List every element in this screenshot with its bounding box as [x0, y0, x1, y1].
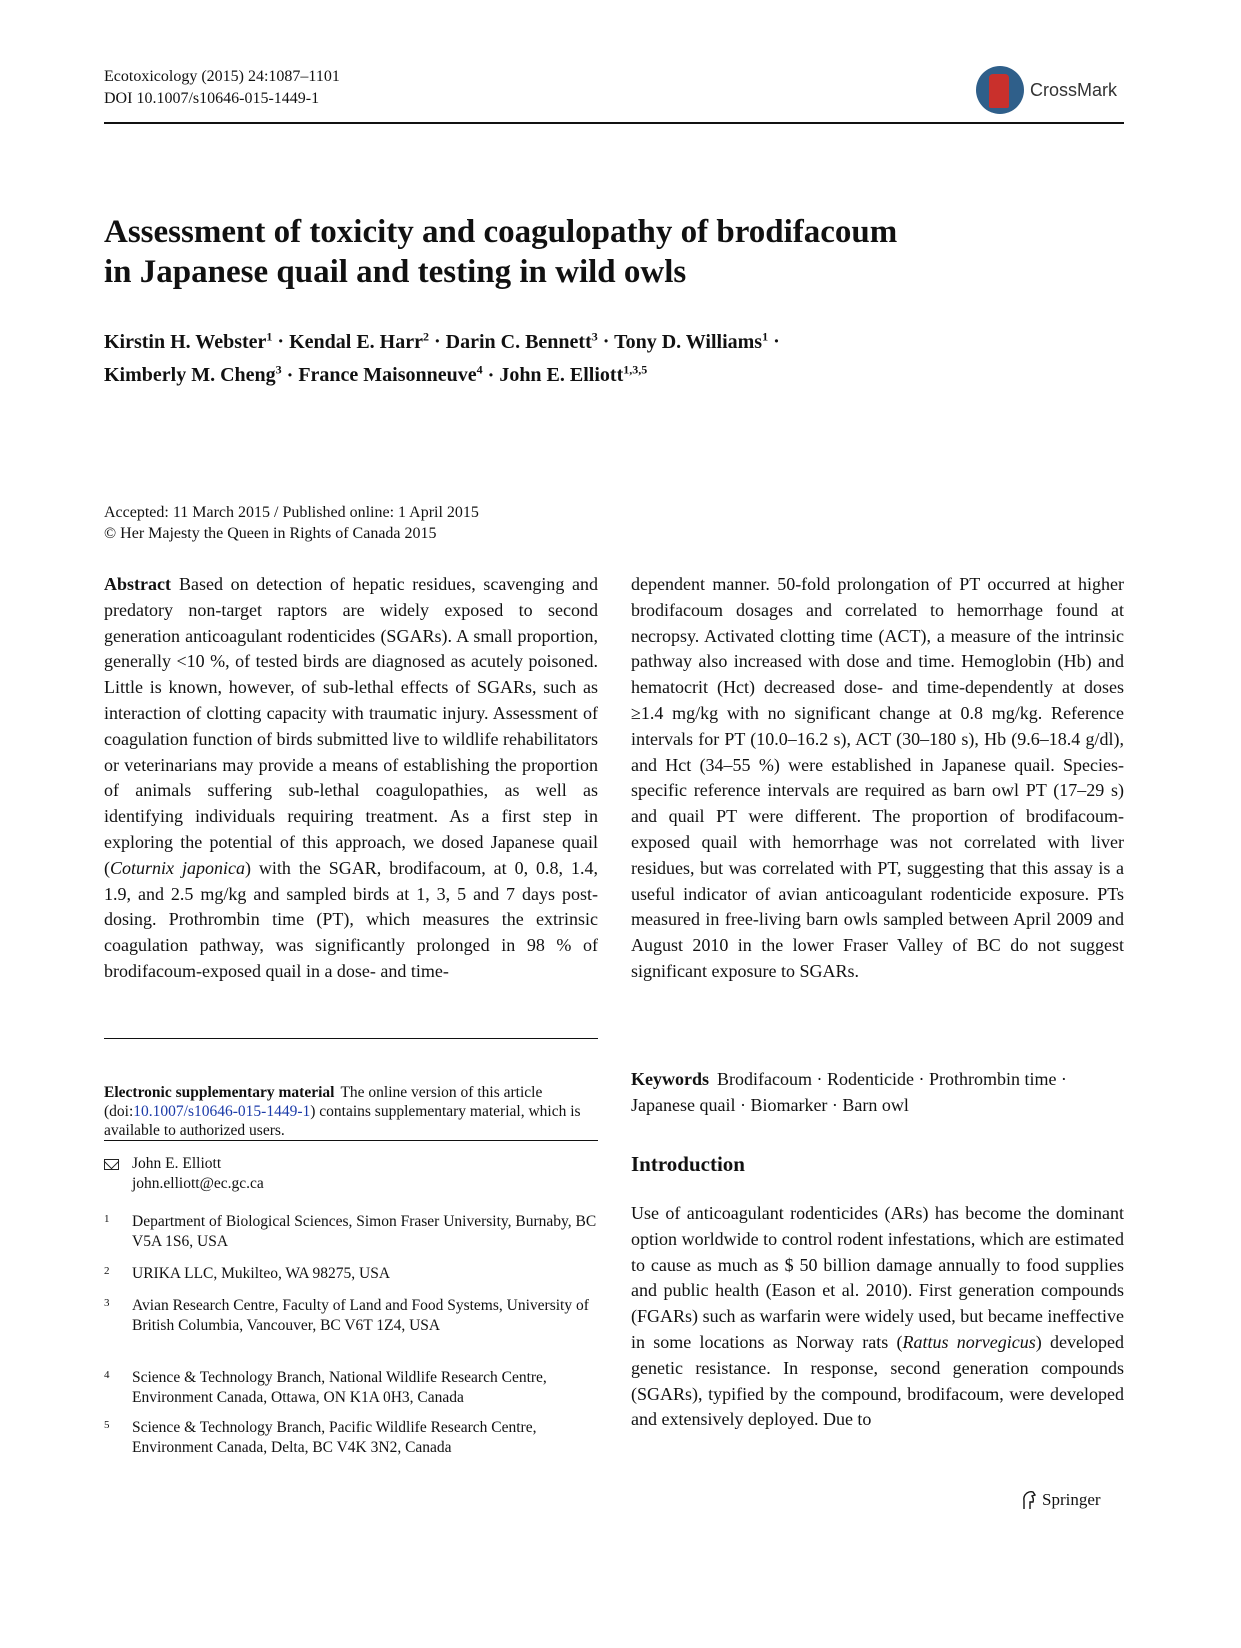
species-name: Coturnix japonica	[110, 857, 245, 878]
affiliation-text: Avian Research Centre, Faculty of Land and Food Systems, University of British Columbia, Vancouver, BC V6T 1Z4, USA	[132, 1297, 589, 1334]
author[interactable]: Tony D. Williams$^1$	[614, 329, 769, 353]
affiliation-text: Science & Technology Branch, National Wildlife Research Centre, Environment Canada, Ottawa, ON K1A 0H3, Canada	[132, 1369, 547, 1406]
header-divider	[104, 122, 1124, 124]
author[interactable]: Darin C. Bennett$^3$	[445, 329, 598, 353]
footnote-divider	[104, 1140, 598, 1141]
copyright-line: © Her Majesty the Queen in Rights of Canada 2015	[104, 525, 437, 542]
keywords-label: Keywords	[631, 1069, 709, 1089]
esm-text: ) contains supplementary material, which is available to authorized users.	[104, 1103, 581, 1139]
affiliation	[104, 1296, 598, 1336]
keywords-text: Brodifacoum · Rodenticide · Prothrombin time · Japanese quail · Biomarker · Barn owl	[631, 1069, 1067, 1115]
crossmark-icon	[976, 66, 1024, 114]
abstract-text: Based on detection of hepatic residues, scavenging and predatory non-target raptors are widely exposed to second generation anticoagulant rodenticides (SGARs). A small proportion, generally <10 %, of tested birds are diagnosed as acutely poisoned. Little is known, however, of sub-lethal effects of SGARs, such as interaction of clotting capacity with traumatic injury. Assessment of coagulation function of birds submitted live to wildlife rehabilitators or veterinarians may provide a means of establishing the proportion of animals suffering sub-lethal coagulopathies, as well as identifying individuals requiring treatment. As a first step in exploring the potential of this approach, we dosed Japanese quail (	[104, 574, 598, 878]
paper-title	[104, 212, 1004, 292]
envelope-icon	[104, 1159, 119, 1170]
doi-link[interactable]: 10.1007/s10646-015-1449-1	[133, 1103, 311, 1120]
abstract-left-column	[104, 572, 598, 985]
affiliation-text: URIKA LLC, Mukilteo, WA 98275, USA	[132, 1265, 391, 1282]
species-name: Rattus norvegicus	[902, 1331, 1036, 1352]
publisher-logo	[1020, 1490, 1101, 1510]
publisher-name: Springer	[1042, 1490, 1101, 1509]
esm-text: The online version of this article (doi:	[104, 1084, 543, 1120]
affiliation-number: 4	[104, 1369, 110, 1381]
affiliation	[104, 1212, 598, 1252]
esm-label: Electronic supplementary material	[104, 1084, 335, 1101]
affiliation-number: 3	[104, 1297, 110, 1309]
author[interactable]: John E. Elliott$^{1,3,5}$	[499, 362, 648, 387]
affiliation	[104, 1368, 598, 1408]
corresponding-author	[104, 1154, 264, 1194]
introduction-text	[631, 1201, 1124, 1433]
crossmark-badge[interactable]	[976, 62, 1126, 118]
publication-dates	[104, 502, 479, 544]
affiliation-number: 1	[104, 1213, 110, 1225]
doi-line: DOI 10.1007/s10646-015-1449-1	[104, 90, 320, 107]
section-heading-introduction: Introduction	[631, 1152, 745, 1176]
affiliation	[104, 1418, 598, 1458]
contact-name: John E. Elliott	[132, 1155, 222, 1172]
abstract-label: Abstract	[104, 574, 171, 594]
abstract-right-column	[631, 572, 1124, 985]
crossmark-label: CrossMark	[1030, 79, 1118, 100]
affiliation	[104, 1264, 598, 1284]
springer-horse-icon	[1020, 1490, 1038, 1510]
footnote-divider	[104, 1038, 598, 1039]
journal-citation	[104, 66, 340, 110]
author[interactable]: Kirstin H. Webster$^1$	[104, 329, 273, 353]
title-line: in Japanese quail and testing in wild owls	[104, 254, 687, 290]
affiliation-number: 2	[104, 1265, 110, 1277]
contact-email[interactable]: john.elliott@ec.gc.ca	[132, 1175, 264, 1192]
accepted-published-line: Accepted: 11 March 2015 / Published online: 1 April 2015	[104, 504, 479, 521]
affiliation-text: Department of Biological Sciences, Simon Fraser University, Burnaby, BC V5A 1S6, USA	[132, 1213, 597, 1250]
abstract-text: ) with the SGAR, brodifacoum, at 0, 0.8, 1.4, 1.9, and 2.5 mg/kg and sampled birds at 1, 3, 5 and 7 days post-dosing. Prothrombin time (PT), which measures the extrinsic coagulation pathway, was significantly prolonged in 98 % of brodifacoum-exposed quail in a dose- and time-	[104, 857, 598, 981]
author-list: Kirstin H. Webster$^1$ · Kendal E. Harr$^2$ · Darin C. Bennett$^3$ · Tony D. Williams$^1$ · Kimberly M. Cheng$^3$ · France Maisonneuve$^4$ · John E. Elliott$^{1,3,5}$	[104, 329, 780, 387]
author[interactable]: Kimberly M. Cheng$^3$	[104, 362, 282, 387]
abstract-text: dependent manner. 50-fold prolongation of PT occurred at higher brodifacoum dosages and correlated to hemorrhage found at necropsy. Activated clotting time (ACT), a measure of the intrinsic pathway also increased with dose and time. Hemoglobin (Hb) and hematocrit (Hct) decreased dose- and time-dependently at doses ≥1.4 mg/kg with no significant change at 0.8 mg/kg. Reference intervals for PT (10.0–16.2 s), ACT (30–180 s), Hb (9.6–18.4 g/dl), and Hct (34–55 %) were established in Japanese quail. Species-specific reference intervals are required as barn owl PT (17–29 s) and quail PT were different. The proportion of brodifacoum-exposed quail with hemorrhage was not correlated with liver residues, but was correlated with PT, suggesting that this assay is a useful indicator of avian anticoagulant rodenticide exposure. PTs measured in free-living barn owls sampled between April 2009 and August 2010 in the lower Fraser Valley of BC do not suggest significant exposure to SGARs.	[631, 574, 1124, 981]
title-line: Assessment of toxicity and coagulopathy of brodifacoum	[104, 214, 898, 250]
supplementary-note	[104, 1083, 598, 1140]
keywords	[631, 1066, 1124, 1118]
journal-line: Ecotoxicology (2015) 24:1087–1101	[104, 68, 340, 85]
affiliation-text: Science & Technology Branch, Pacific Wildlife Research Centre, Environment Canada, Delta, BC V4K 3N2, Canada	[132, 1419, 537, 1456]
intro-text: ) developed genetic resistance. In response, second generation compounds (SGARs), typified by the compound, brodifacoum, were developed and extensively deployed. Due to	[631, 1331, 1124, 1430]
affiliation-number: 5	[104, 1419, 110, 1431]
author[interactable]: France Maisonneuve$^4$	[298, 362, 483, 387]
author[interactable]: Kendal E. Harr$^2$	[289, 329, 429, 353]
intro-text: Use of anticoagulant rodenticides (ARs) has become the dominant option worldwide to control rodent infestations, which are estimated to cause as much as $ 50 billion damage annually to food supplies and public health (Eason et al. 2010). First generation compounds (FGARs) such as warfarin were widely used, but became ineffective in some locations as Norway rats (	[631, 1203, 1124, 1352]
